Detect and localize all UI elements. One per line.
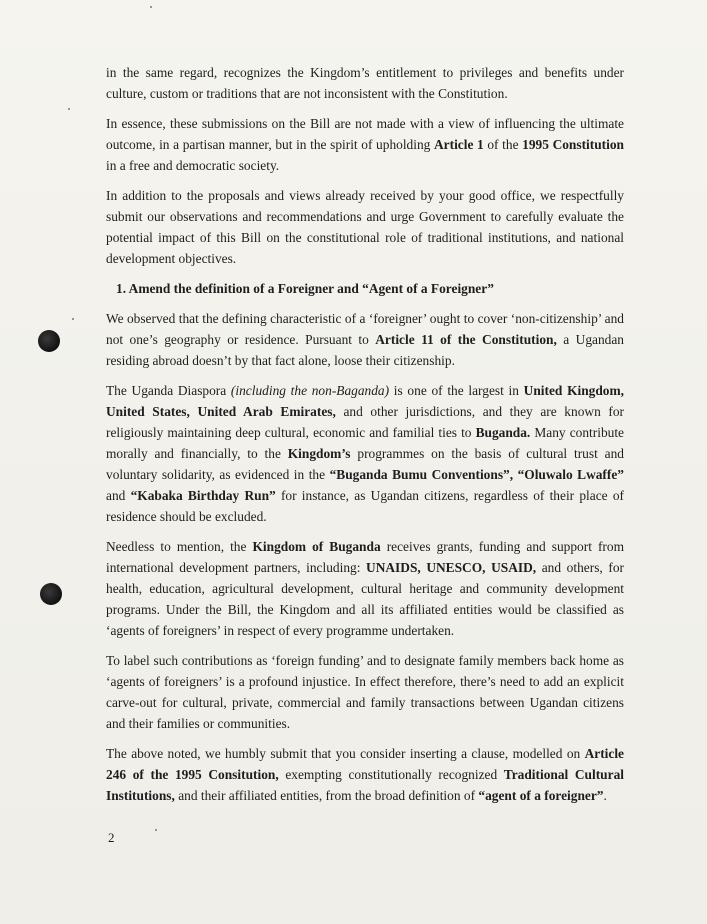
scan-speck [72,318,74,320]
paragraph: In addition to the proposals and views already received by your good office, we respectfully submit our observations and recommendations and urge Government to carefully evaluate the potential impact of this Bill on the constitutional role of traditional institutions, and national development objectives. [106,188,624,266]
paragraph: The Uganda Diaspora (including the non-Baganda) is one of the largest in United Kingdom, United States, United Arab Emirates, and other jurisdictions, and they are known for religiously maintaining deep cultural, economic and familial ties to Buganda. Many contribute morally and financially, to the Kingdom’s programmes on the basis of cultural trust and voluntary solidarity, as evidenced in the “Buganda Bumu Conventions”, “Oluwalo Lwaffe” and “Kabaka Birthday Run” for instance, as Ugandan citizens, regardless of their place of residence should be excluded. [106,383,624,524]
scan-speck [68,108,70,110]
paragraph: To label such contributions as ‘foreign funding’ and to designate family members back home as ‘agents of foreigners’ is a profound injustice. In effect therefore, there’s need to add an explicit carve-out for cultural, private, commercial and family transactions between Ugandan citizens and their families or communities. [106,653,624,731]
paragraph: We observed that the defining characteristic of a ‘foreigner’ ought to cover ‘non-citizenship’ and not one’s geography or residence. Pursuant to Article 11 of the Constitution, a Ugandan residing abroad doesn’t by that fact alone, loose their citizenship. [106,311,624,368]
punch-hole-top [38,330,60,352]
page-number: 2 [108,830,115,845]
paragraph: Needless to mention, the Kingdom of Buganda receives grants, funding and support from international development partners, including: UNAIDS, UNESCO, USAID, and others, for health, education, agricultural development, cultural heritage and community development programs. Under the Bill, the Kingdom and all its affiliated entities would be classified as ‘agents of foreigners’ in respect of every programme undertaken. [106,539,624,638]
paragraph: in the same regard, recognizes the Kingdom’s entitlement to privileges and benefits under culture, custom or traditions that are not inconsistent with the Constitution. [106,65,624,101]
scan-speck [150,6,152,8]
document-body [106,62,624,815]
scan-speck [155,829,157,831]
section-heading: 1. Amend the definition of a Foreigner and “Agent of a Foreigner” [116,281,494,296]
paragraph: The above noted, we humbly submit that you consider inserting a clause, modelled on Article 246 of the 1995 Consitution, exempting constitutionally recognized Traditional Cultural Institutions, and their affiliated entities, from the broad definition of “agent of a foreigner”. [106,746,624,803]
paragraph: In essence, these submissions on the Bill are not made with a view of influencing the ultimate outcome, in a partisan manner, but in the spirit of upholding Article 1 of the 1995 Constitution in a free and democratic society. [106,116,625,173]
punch-hole-bottom [40,583,62,605]
